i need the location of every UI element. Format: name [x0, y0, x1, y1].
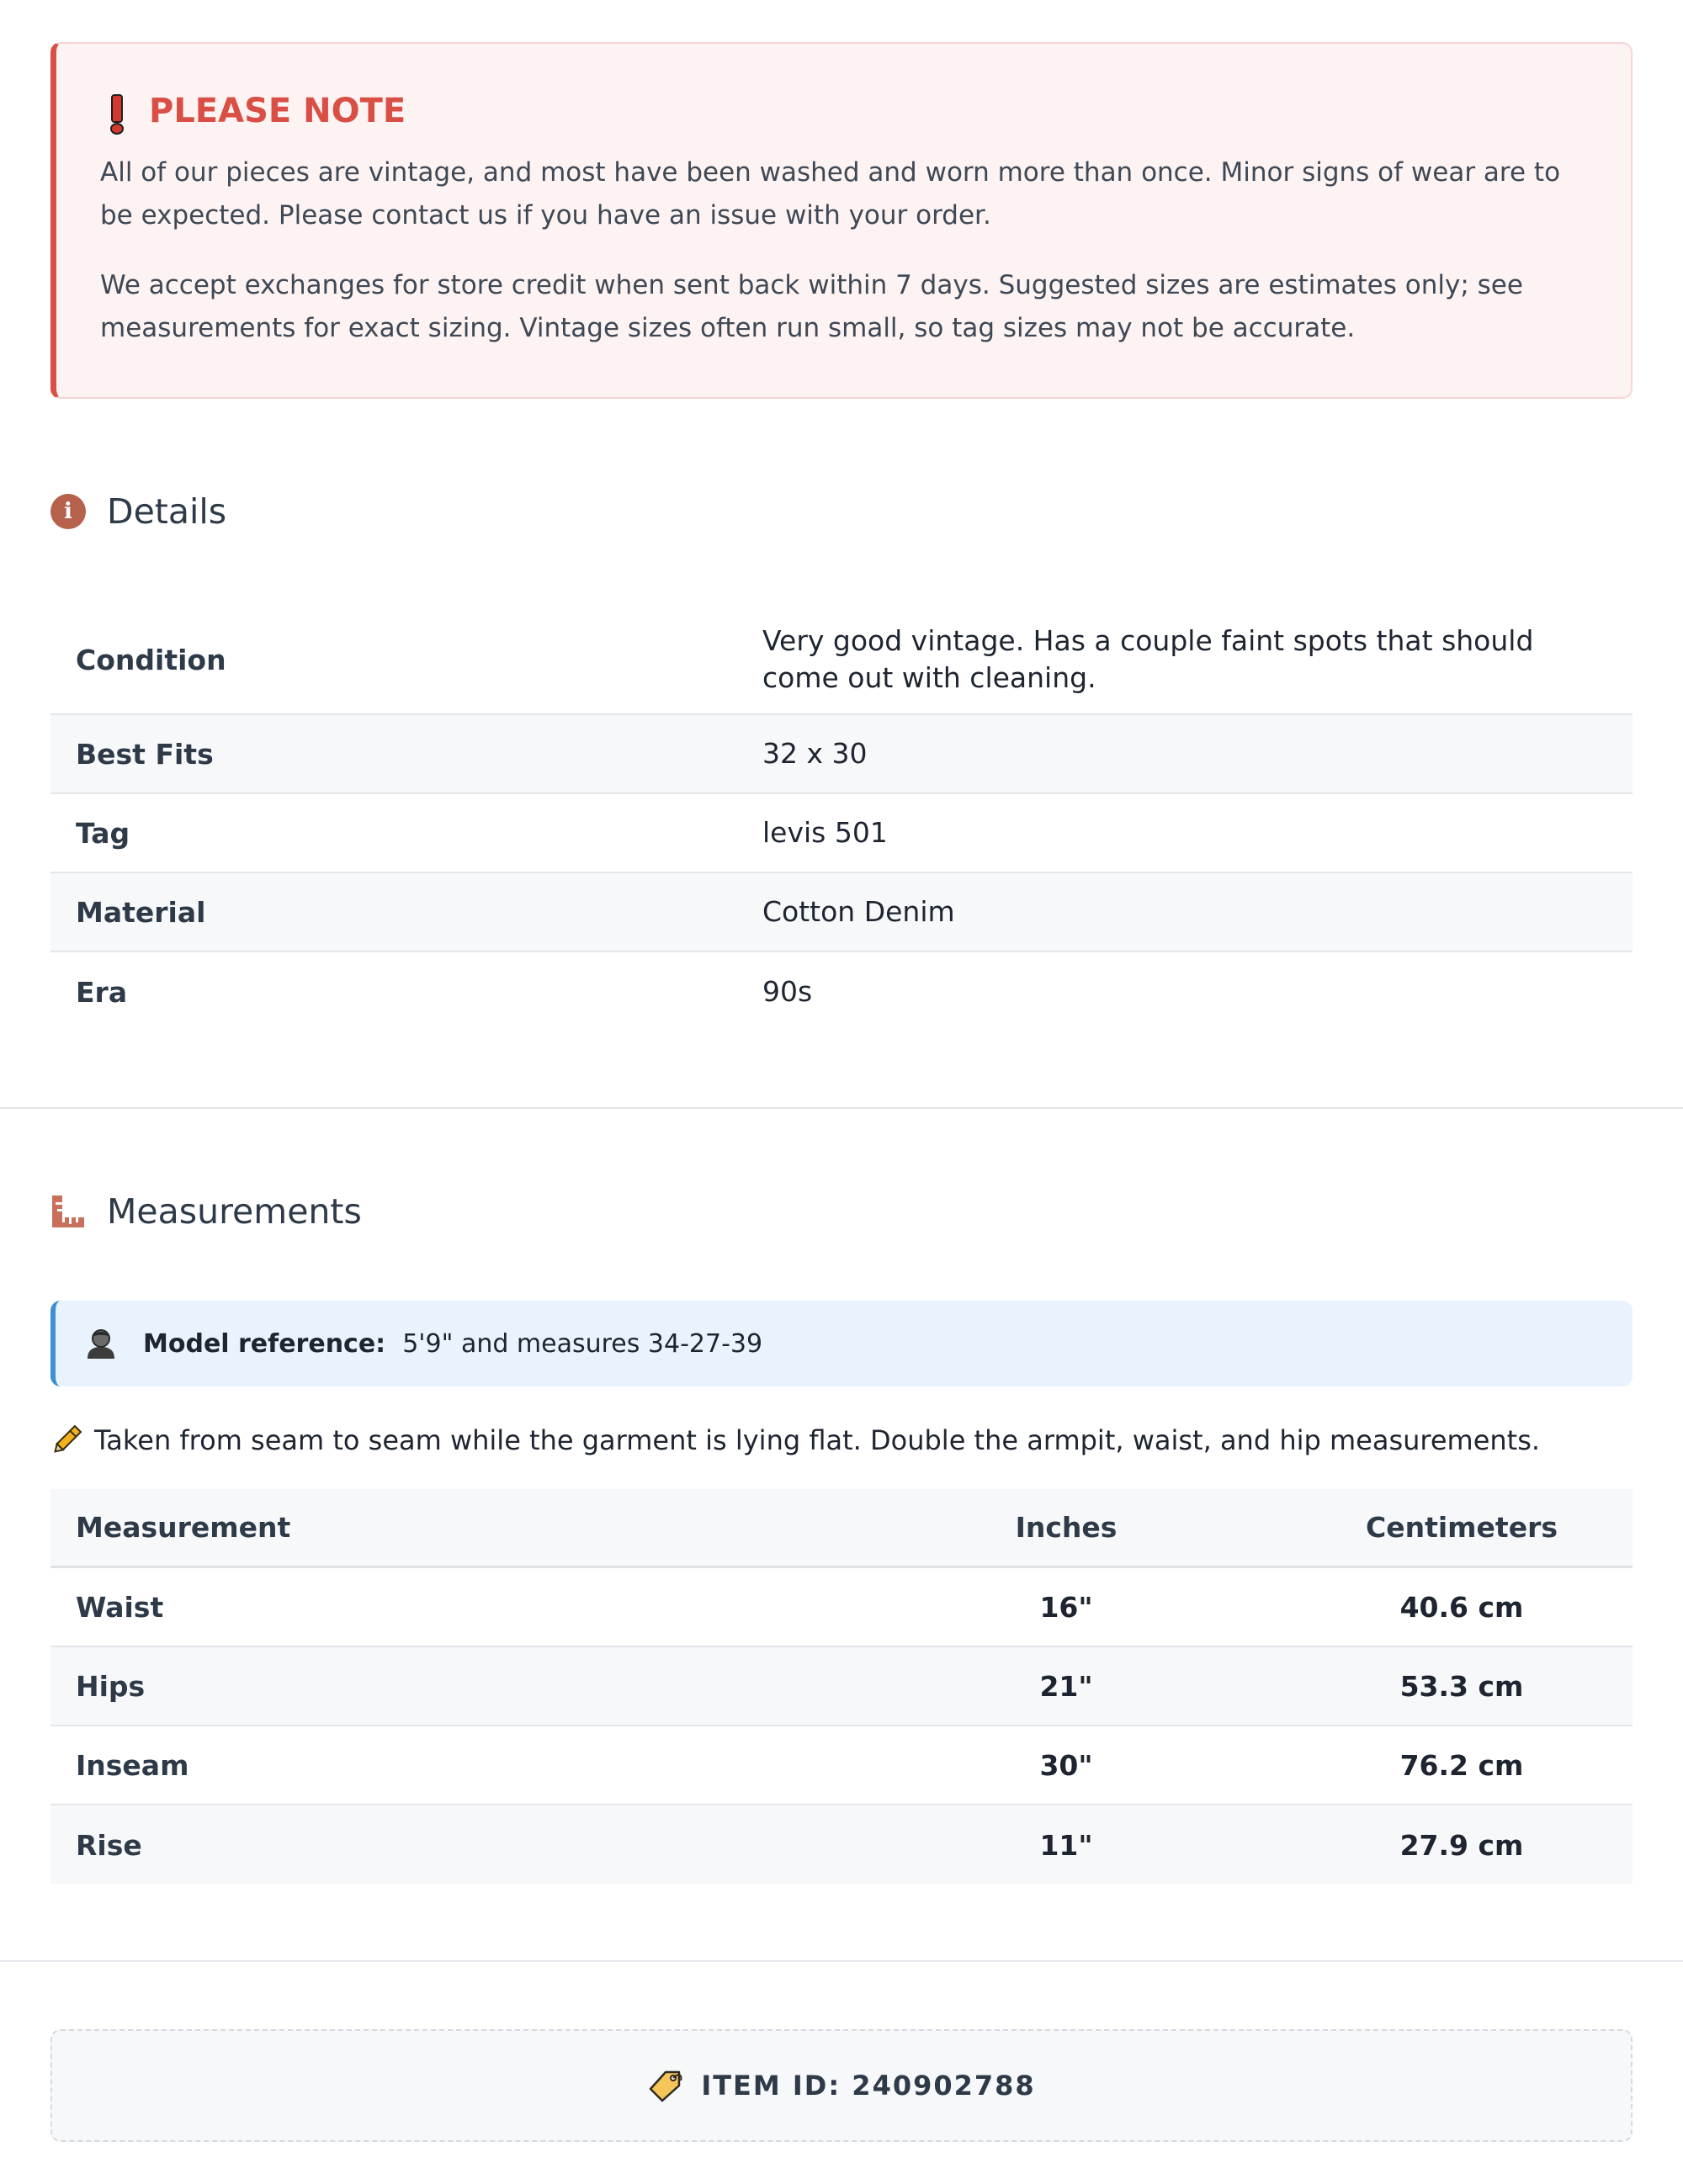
details-title: Details	[107, 491, 227, 532]
measurement-inches: 21"	[1039, 1669, 1093, 1703]
details-label: Tag	[76, 816, 130, 850]
details-row-material	[50, 873, 1633, 952]
table-row	[50, 1805, 1633, 1884]
details-label: Material	[76, 895, 206, 929]
section-divider	[0, 1107, 1683, 1109]
measurement-cm: 76.2 cm	[1399, 1748, 1524, 1782]
model-reference-label: Model reference:	[143, 1328, 386, 1359]
table-header-row	[50, 1489, 1633, 1568]
pencil-icon	[50, 1424, 82, 1456]
details-label: Condition	[76, 643, 226, 676]
details-row-tag	[50, 794, 1633, 873]
measurement-cm: 40.6 cm	[1399, 1590, 1524, 1624]
header-inches: Inches	[1015, 1511, 1118, 1544]
details-heading	[50, 486, 1633, 537]
measurement-name: Rise	[76, 1828, 142, 1862]
measurement-name: Waist	[76, 1590, 164, 1624]
measurement-cm: 27.9 cm	[1399, 1828, 1524, 1862]
details-value: levis 501	[762, 816, 888, 849]
measurement-inches: 16"	[1039, 1590, 1093, 1624]
measurement-note	[50, 1418, 1633, 1462]
person-icon	[84, 1327, 118, 1360]
section-divider	[0, 1960, 1683, 1962]
notice-box	[50, 42, 1633, 399]
item-id-text: ITEM ID: 240902788	[701, 2070, 1036, 2102]
details-table	[50, 606, 1633, 1031]
details-row-era	[50, 952, 1633, 1031]
table-row	[50, 1647, 1633, 1726]
details-value: 90s	[762, 975, 813, 1008]
tag-icon	[647, 2067, 684, 2104]
details-value: Cotton Denim	[762, 895, 955, 928]
notice-title	[100, 86, 1584, 136]
measurement-inches: 11"	[1039, 1828, 1093, 1862]
details-value: Very good vintage. Has a couple faint spots that should come out with cleaning.	[762, 624, 1534, 694]
table-row	[50, 1726, 1633, 1805]
details-row-condition	[50, 606, 1633, 715]
ruler-icon	[50, 1194, 86, 1229]
measurement-cm: 53.3 cm	[1399, 1669, 1524, 1703]
exclamation-icon	[100, 90, 130, 132]
info-icon: i	[50, 494, 86, 529]
measurements-table	[50, 1489, 1633, 1884]
measurement-note-text: Taken from seam to seam while the garment is lying flat. Double the armpit, waist, and hip measurements.	[94, 1424, 1541, 1456]
notice-paragraph-1: All of our pieces are vintage, and most have been washed and worn more than once. Minor signs of wear are to be expected. Please contact us if you have an issue with your order.	[100, 157, 1561, 231]
measurement-inches: 30"	[1039, 1748, 1093, 1782]
notice-title-text: PLEASE NOTE	[149, 92, 406, 130]
details-label: Best Fits	[76, 737, 214, 771]
notice-paragraph-2: We accept exchanges for store credit when sent back within 7 days. Suggested sizes are estimates only; see measurements for exact sizing. Vintage sizes often run small, so tag sizes may not be accurate.	[100, 270, 1523, 343]
details-label: Era	[76, 975, 128, 1009]
header-centimeters: Centimeters	[1365, 1511, 1558, 1544]
measurements-title: Measurements	[107, 1191, 362, 1232]
measurement-name: Hips	[76, 1669, 146, 1703]
model-reference-callout	[50, 1301, 1633, 1386]
item-id-box	[50, 2029, 1633, 2142]
model-reference-value: 5'9" and measures 34-27-39	[402, 1328, 763, 1359]
header-measurement: Measurement	[76, 1511, 291, 1544]
measurement-name: Inseam	[76, 1748, 189, 1782]
details-row-best-fits	[50, 715, 1633, 794]
measurements-heading	[50, 1186, 1633, 1237]
details-value: 32 x 30	[762, 737, 868, 770]
table-row	[50, 1568, 1633, 1647]
